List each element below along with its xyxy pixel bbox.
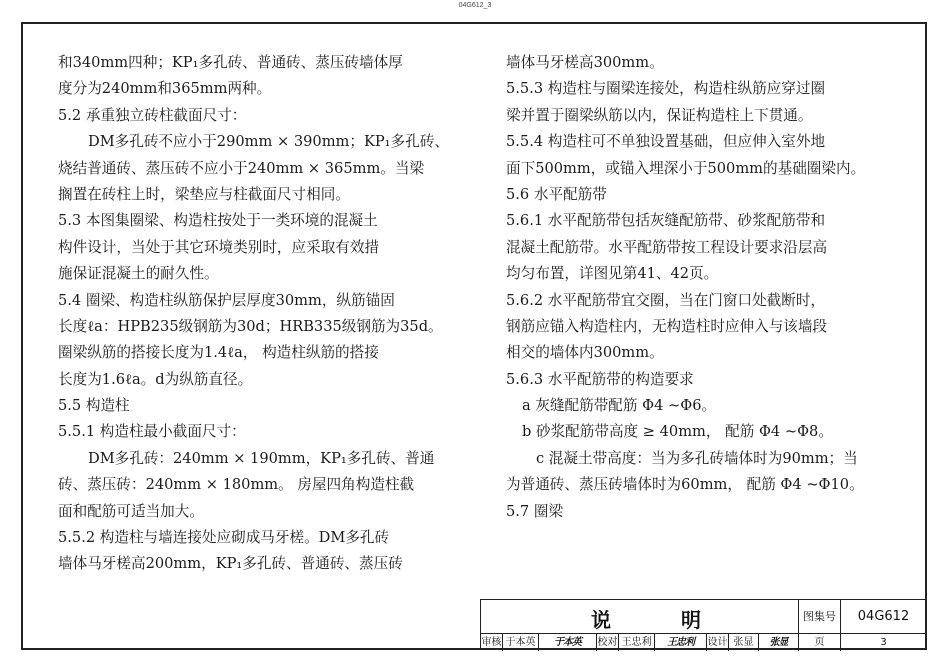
design-label: 设计 (707, 634, 729, 651)
text-line: 施保证混凝土的耐久性。 (58, 265, 219, 283)
text-line: 圈梁纵筋的搭接长度为1.4ℓa， 构造柱纵筋的搭接 (58, 344, 379, 362)
text-line: 5.5.4 构造柱可不单独设置基础，但应伸入室外地 (506, 133, 826, 151)
text-line: 长度为1.6ℓa。d为纵筋直径。 (58, 370, 253, 388)
text-line: 5.5 构造柱 (58, 397, 130, 415)
text-line: 墙体马牙槎高200mm，KP₁多孔砖、普通砖、蒸压砖 (58, 555, 403, 573)
designer-signature: 张显 (759, 634, 799, 651)
title-block (480, 599, 925, 650)
checker-name: 王忠利 (619, 634, 655, 651)
text-line: 5.6.2 水平配筋带宜交圈，当在门窗口处截断时， (506, 291, 826, 309)
page-label: 页 (799, 634, 841, 651)
text-line: 5.6.1 水平配筋带包括灰缝配筋带、砂浆配筋带和 (506, 212, 826, 230)
text-line: 相交的墙体内300mm。 (506, 344, 664, 362)
text-line: 5.6 水平配筋带 (506, 185, 607, 203)
text-line: 搁置在砖柱上时，梁垫应与柱截面尺寸相同。 (58, 185, 350, 203)
text-line: 面下500mm，或锚入埋深小于500mm的基础圈梁内。 (506, 159, 866, 177)
drawing-file-label: 04G612_3 (458, 2, 492, 9)
designer-name: 张显 (729, 634, 759, 651)
signature-row (481, 634, 926, 651)
title-char-1: 说 (591, 608, 613, 632)
text-line: c 混凝土带高度：当为多孔砖墙体时为90mm；当 (536, 449, 858, 467)
text-line: 5.5.1 构造柱最小截面尺寸： (58, 423, 246, 441)
text-line: 度分为240mm和365mm两种。 (58, 80, 272, 98)
text-line: 5.7 圈梁 (506, 502, 564, 520)
text-line: 混凝土配筋带。水平配筋带按工程设计要求沿层高 (506, 238, 828, 256)
title-char-2: 明 (681, 608, 703, 632)
review-label: 审核 (481, 634, 503, 651)
notes-left-column (58, 50, 450, 578)
atlas-number-label: 图集号 (799, 600, 841, 634)
text-line: 5.4 圈梁、构造柱纵筋保护层厚度30mm，纵筋锚固 (58, 291, 395, 309)
text-line: 为普通砖、蒸压砖墙体时为60mm， 配筋 Φ4 ~Φ10。 (506, 476, 864, 494)
checker-signature: 王忠利 (655, 634, 707, 651)
text-line: 均匀布置，详图见第41、42页。 (506, 265, 719, 283)
text-line: DM多孔砖不应小于290mm × 390mm；KP₁多孔砖、 (88, 133, 449, 151)
reviewer-name: 于本英 (503, 634, 539, 651)
atlas-number: 04G612 (841, 600, 926, 634)
text-line: 5.3 本图集圈梁、构造柱按处于一类环境的混凝土 (58, 212, 378, 230)
text-line: 砖、蒸压砖：240mm × 180mm。 房屋四角构造柱截 (58, 476, 415, 494)
text-line: 5.5.3 构造柱与圈梁连接处，构造柱纵筋应穿过圈 (506, 80, 826, 98)
text-line: a 灰缝配筋带配筋 Φ4 ~Φ6。 (522, 397, 717, 415)
page-number: 3 (880, 637, 887, 648)
text-line: 钢筋应锚入构造柱内，无构造柱时应伸入与该墙段 (506, 317, 828, 335)
text-line: 长度ℓa：HPB235级钢筋为30d；HRB335级钢筋为35d。 (58, 317, 443, 335)
text-line: 梁并置于圈梁纵筋以内，保证构造柱上下贯通。 (506, 106, 813, 124)
text-line: 烧结普通砖、蒸压砖不应小于240mm × 365mm。当梁 (58, 159, 425, 177)
title-block-title (481, 600, 799, 634)
text-line: 5.5.2 构造柱与墙连接处应砌成马牙槎。DM多孔砖 (58, 529, 390, 547)
text-line: 5.2 承重独立砖柱截面尺寸： (58, 106, 247, 124)
text-line: 构件设计，当处于其它环境类别时，应采取有效措 (58, 238, 380, 256)
text-line: 5.6.3 水平配筋带的构造要求 (506, 370, 694, 388)
text-line: 面和配筋可适当加大。 (58, 502, 204, 520)
text-line: b 砂浆配筋带高度 ≥ 40mm， 配筋 Φ4 ~Φ8。 (522, 423, 833, 441)
check-label: 校对 (597, 634, 619, 651)
text-line: DM多孔砖：240mm × 190mm，KP₁多孔砖、普通 (88, 449, 435, 467)
notes-right-column (506, 50, 906, 525)
reviewer-signature: 于本英 (539, 634, 597, 651)
text-line: 墙体马牙槎高300mm。 (506, 54, 664, 71)
text-line: 和340mm四种；KP₁多孔砖、普通砖、蒸压砖墙体厚 (58, 54, 403, 71)
